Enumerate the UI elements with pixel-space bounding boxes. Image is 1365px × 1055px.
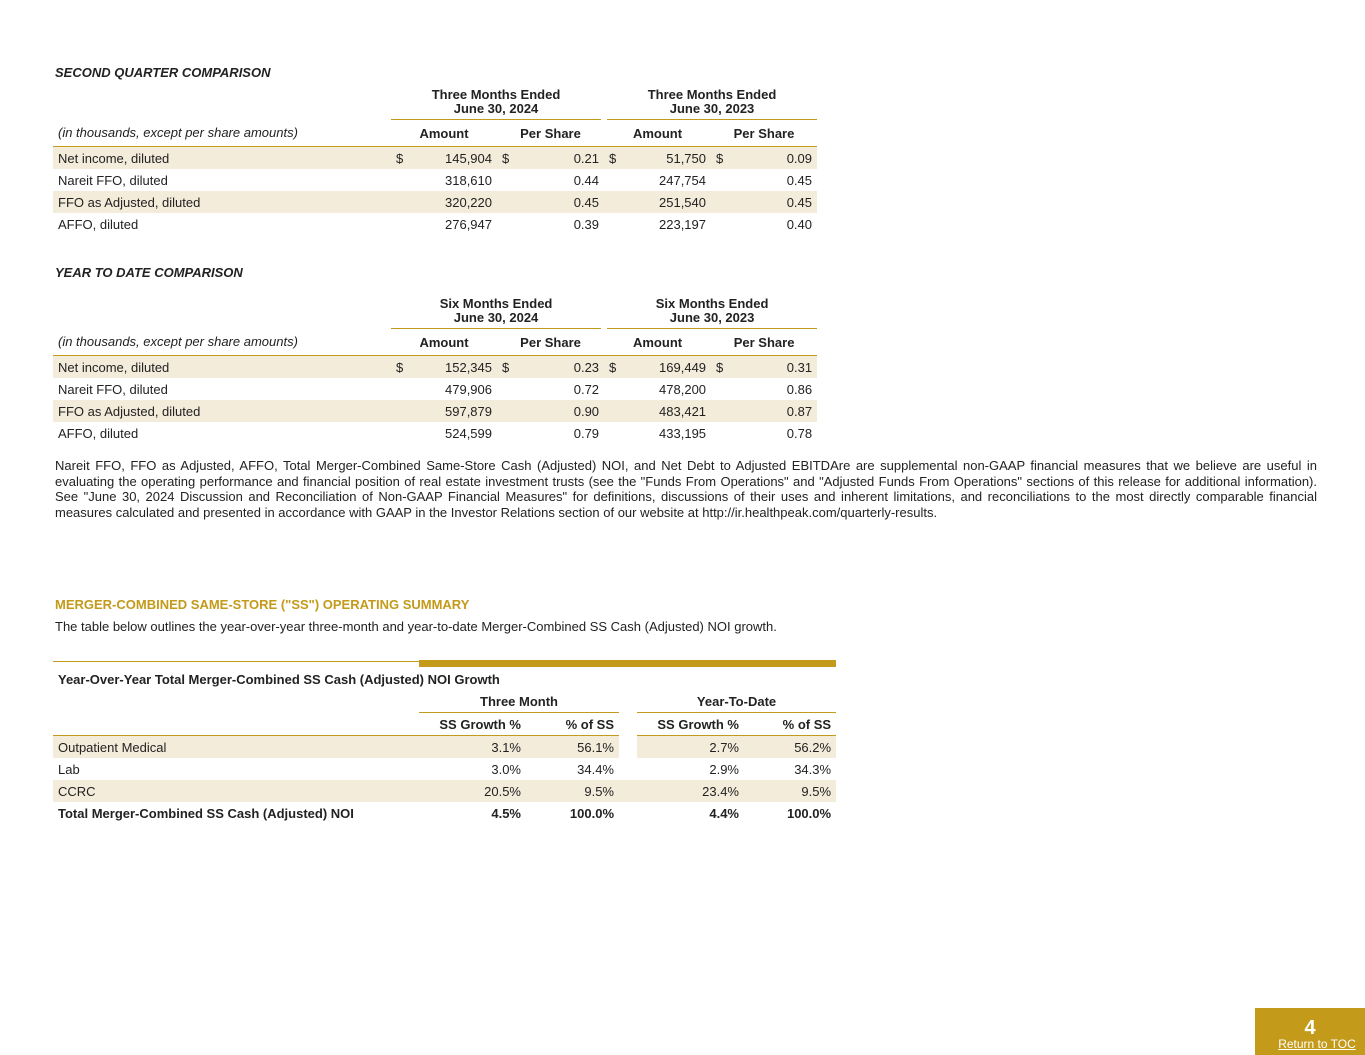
table-row: FFO as Adjusted, diluted 320,220 0.45 251,540 0.45 [53, 191, 817, 213]
ss-col-growth-1: SS Growth % [419, 713, 526, 736]
q2-section-title: SECOND QUARTER COMPARISON [55, 65, 271, 80]
ytd-group1-header: Six Months Ended June 30, 2024 [391, 291, 604, 329]
q2-comparison-table [53, 82, 817, 235]
q2-col-per-share-2: Per Share [711, 120, 817, 147]
table-row: FFO as Adjusted, diluted 597,879 0.90 483,421 0.87 [53, 400, 817, 422]
table-row: Nareit FFO, diluted 318,610 0.44 247,754 0.45 [58, 172, 812, 188]
table-row: CCRC 20.5% 9.5% 23.4% 9.5% [53, 780, 836, 802]
ytd-group2-header: Six Months Ended June 30, 2023 [604, 291, 817, 329]
ss-group-three-month: Three Month [419, 690, 619, 713]
ss-section-title: MERGER-COMBINED SAME-STORE ("SS") OPERATING SUMMARY [55, 597, 470, 612]
ss-growth-table [53, 668, 836, 824]
ss-table-top-rule [53, 661, 419, 662]
q2-col-per-share-1: Per Share [497, 120, 604, 147]
ytd-col-amount-1: Amount [391, 329, 497, 356]
ytd-col-per-share-1: Per Share [497, 329, 604, 356]
ss-group-ytd: Year-To-Date [637, 690, 836, 713]
table-row: Net income, diluted $ 152,345 $ 0.23 $ 169,449 $ 0.31 [53, 356, 817, 379]
ytd-section-title: YEAR TO DATE COMPARISON [55, 265, 243, 280]
table-row: AFFO, diluted 524,599 0.79 433,195 0.78 [58, 425, 813, 441]
return-to-toc-link[interactable]: Return to TOC [1278, 1037, 1356, 1051]
table-row: Lab 3.0% 34.4% 2.9% 34.3% [58, 761, 832, 777]
table-row: AFFO, diluted 276,947 0.39 223,197 0.40 [58, 216, 812, 232]
page-number: 4 [1304, 1017, 1316, 1039]
non-gaap-disclosure-paragraph: Nareit FFO, FFO as Adjusted, AFFO, Total Merger-Combined Same-Store Cash (Adjusted) NOI, and Net Debt to Adjusted EBITDAre are supplemental non-GAAP financial measures that we believe are useful in evaluating the operating performance and financial position of real estate investment trusts (see the "Funds From Operations" and "Adjusted Funds From Operations" sections of this release for additional information). See "June 30, 2024 Discussion and Reconciliation of Non-GAAP Financial Measures" for definitions, discussions of their uses and inherent limitations, and reconciliations to the most directly comparable financial measures calculated and presented in accordance with GAAP in the Investor Relations section of our website at http://ir.healthpeak.com/quarterly-results. [55, 458, 1317, 520]
table-row: Net income, diluted $ 145,904 $ 0.21 $ 51,750 $ 0.09 [53, 147, 817, 170]
ytd-comparison-table [53, 291, 817, 444]
return-to-toc-badge[interactable] [1255, 1008, 1365, 1055]
ytd-label-header: (in thousands, except per share amounts) [53, 329, 391, 356]
table-row: Nareit FFO, diluted 479,906 0.72 478,200 0.86 [58, 381, 813, 397]
q2-col-amount-1: Amount [391, 120, 497, 147]
ss-table-accent-bar [419, 660, 836, 667]
ss-table-title: Year-Over-Year Total Merger-Combined SS Cash (Adjusted) NOI Growth [58, 671, 500, 687]
q2-group1-header: Three Months Ended June 30, 2024 [391, 82, 604, 120]
ytd-col-per-share-2: Per Share [711, 329, 817, 356]
ss-col-pct-2: % of SS [744, 713, 836, 736]
ytd-col-amount-2: Amount [604, 329, 711, 356]
q2-col-amount-2: Amount [604, 120, 711, 147]
ss-col-growth-2: SS Growth % [637, 713, 744, 736]
ss-intro-text: The table below outlines the year-over-year three-month and year-to-date Merger-Combined SS Cash (Adjusted) NOI growth. [55, 619, 777, 634]
table-row-total: Total Merger-Combined SS Cash (Adjusted) NOI 4.5% 100.0% 4.4% 100.0% [58, 805, 832, 821]
q2-group2-header: Three Months Ended June 30, 2023 [604, 82, 817, 120]
table-row: Outpatient Medical 3.1% 56.1% 2.7% 56.2% [53, 736, 836, 759]
ss-col-pct-1: % of SS [526, 713, 619, 736]
q2-label-header: (in thousands, except per share amounts) [53, 120, 391, 147]
